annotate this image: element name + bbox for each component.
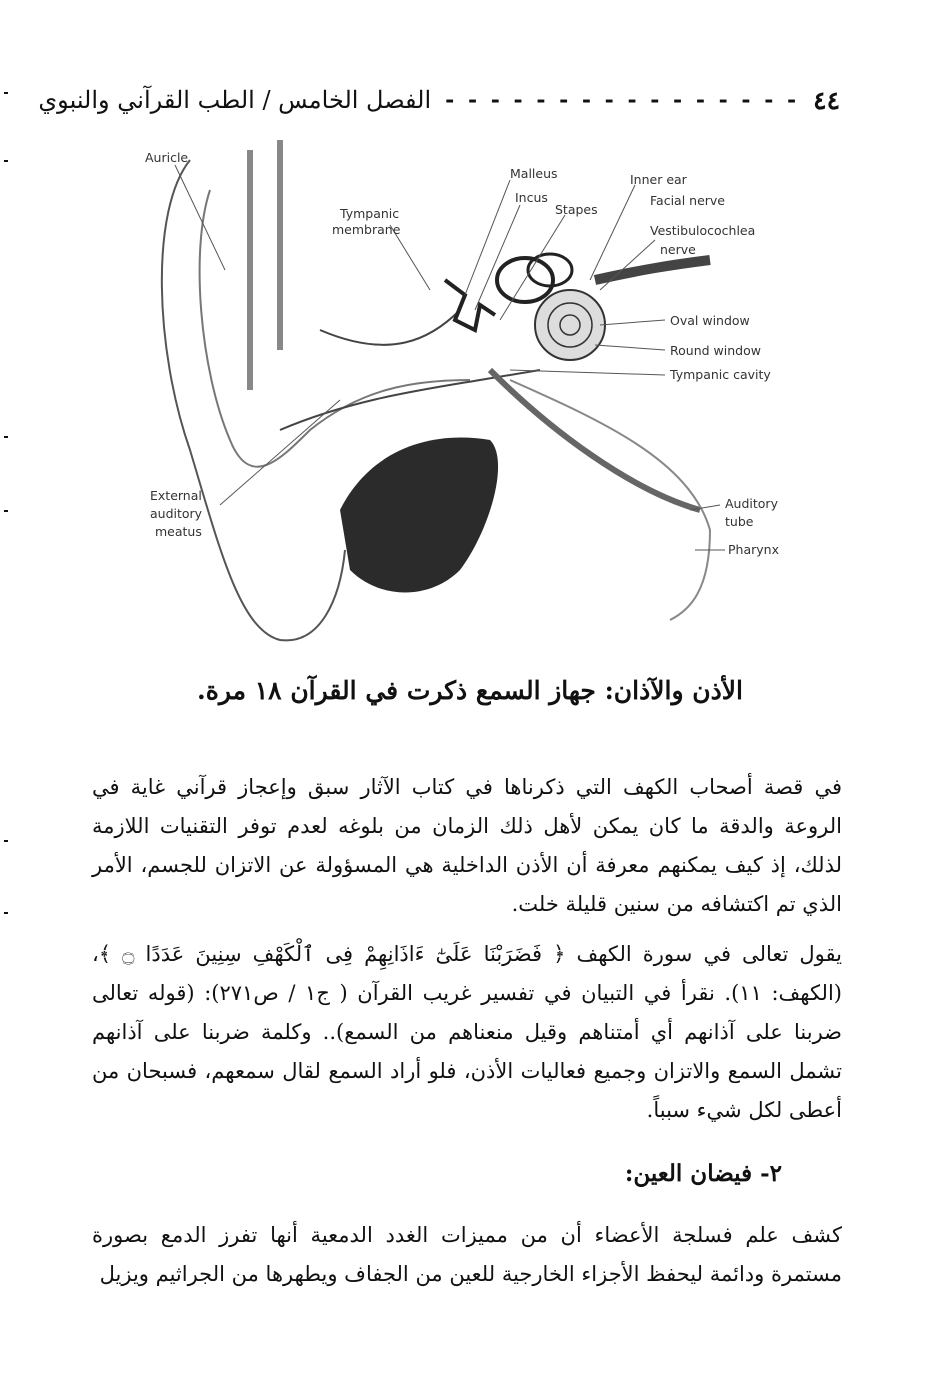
label-tympanic-1: Tympanic [340,206,400,221]
label-auditory-tube-2: tube [725,514,754,529]
label-oval-window: Oval window [670,313,750,328]
label-incus: Incus [515,190,548,205]
figure-caption: الأذن والآذان: جهاز السمع ذكرت في القرآن ١٨ مرة. [197,676,743,705]
chapter-title: الفصل الخامس / الطب القرآني والنبوي [38,86,432,114]
paragraph-2: يقول تعالى في سورة الكهف ﴿ فَضَرَبْنَا عَلَىٰٓ ءَاذَانِهِمْ فِى ٱلْكَهْفِ سِنِينَ عَدَدًا ۝ ﴾، (الكهف: ١١). نقرأ في التبيان في تفسير غريب القرآن ( ج١ / ص٢٧١): (قوله تعالى ضربنا على آذانهم أي أمتناهم وقيل منعناهم من السمع).. وكلمة ضربنا على آذانهم تشمل السمع والاتزان وجميع فعاليات الأذن، فلو أراد السمع لقال سمعهم، فسبحان من أعطى لكل شيء سبباً. [92,942,842,1122]
running-header [38,80,840,121]
margin-mark [4,510,8,512]
ear-diagram [130,130,810,670]
label-tympanic-cavity: Tympanic cavity [670,367,771,382]
margin-mark [4,160,8,162]
margin-mark [4,912,8,914]
label-external-3: meatus [155,524,202,539]
section-heading: ٢- فيضان العين: [624,1160,782,1187]
margin-mark [4,436,8,438]
label-tympanic-2: membrane [332,222,401,237]
margin-mark [4,92,8,94]
label-auditory-tube-1: Auditory [725,496,778,511]
label-external-1: External [150,488,202,503]
margin-mark [4,840,8,842]
paragraph-1: في قصة أصحاب الكهف التي ذكرناها في كتاب الآثار سبق وإعجاز قرآني غاية في الروعة والدقة ما كان يمكن لأهل ذلك الزمان من بلوغه لعدم توفر التقنيات اللازمة لذلك، إذ كيف يمكنهم معرفة أن الأذن الداخلية هي المسؤولة عن الاتزان للجسم، الأمر الذي تم اكتشافه من سنين قليلة خلت. [92,775,842,916]
header-dashes: - - - - - - - - - - - - - - - - [445,87,800,113]
label-vestibulo-1: Vestibulocochlea [650,223,756,238]
label-external-2: auditory [150,506,203,521]
paragraph-3: كشف علم فسلجة الأعضاء أن من مميزات الغدد الدمعية أنها تفرز الدمع بصورة مستمرة ودائمة ليحفظ الأجزاء الخارجية للعين من الجفاف ويطهرها من الجراثيم ويزيل [92,1223,842,1286]
label-inner-ear: Inner ear [630,172,687,187]
label-auricle: Auricle [145,150,189,165]
label-pharynx: Pharynx [728,542,779,557]
label-round-window: Round window [670,343,761,358]
ear-anatomy-figure [130,130,810,670]
label-facial-nerve: Facial nerve [650,193,725,208]
page-number: ٤٤ [813,85,840,115]
label-stapes: Stapes [555,202,598,217]
label-vestibulo-2: nerve [660,242,696,257]
label-malleus: Malleus [510,166,558,181]
